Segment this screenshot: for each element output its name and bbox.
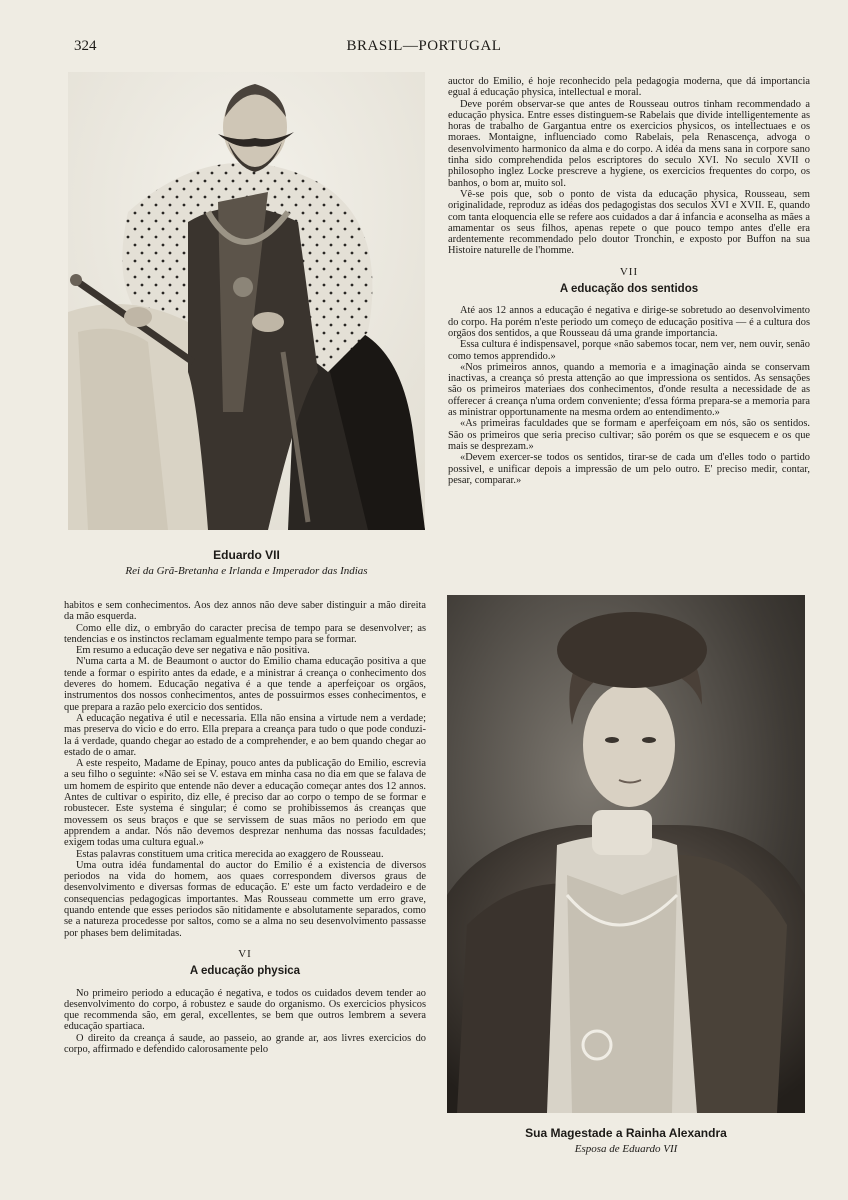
section-number: VI bbox=[238, 947, 252, 960]
paragraph: Uma outra idéa fundamental do auctor do Emilio é a existencia de diversos periodos na vida do homem, aos quaes correspondem diversos graus de desenvolvimento e diversas formas de educação. E' este um facto verdadeiro e de consequencias pedagogicas importantes. Mas Rousseau commette um erro grave, quando entende que esses periodos são nitidamente e absolutamente separados, como se a natureza procedesse por saltos, como se a alma no seu desenvolvimento passasse por phases bem delimitadas. bbox=[64, 859, 426, 939]
king-portrait-image bbox=[68, 72, 425, 530]
queen-portrait-photo bbox=[447, 595, 805, 1113]
paragraph: A este respeito, Madame de Epinay, pouco antes da publicação do Emilio, escrevia a seu filho o seguinte: «Não sei se V. estava em minha casa no dia em que se falava de um homem de espirito que entende não dever a educação começar antes dos 12 annos. Antes de cultivar o espirito, diz elle, é preciso dar ao corpo o tempo de se formar e robustecer. Este systema é singular; é como se prohibissemos ás creanças que movessem os seus braços e que se servissem de suas mãos no periodo em que apprendem a andar. Nós não devemos desprezar nenhuma das nossas faculdades; exigem todas uma cultura egual.» bbox=[64, 758, 426, 849]
paragraph: Vê-se pois que, sob o ponto de vista da educação physica, Rousseau, sem originalidade, reproduz as idéas dos pedagogistas dos seculos XVI e XVII. E, quando com tanta eloquencia elle se refere aos cuidados a dar á infancia e aconselha as mães a amamentar os seus filhos, apenas repete o que pouco tempo antes d'elle era ardentemente recommendado pelo doutor Tronchin, e exposto por Buffon na sua Histoire naturelle de l'homme. bbox=[448, 188, 810, 257]
paragraph: Essa cultura é indispensavel, porque «não sabemos tocar, nem ver, nem ouvir, senão como temos apprendido.» bbox=[448, 339, 810, 362]
paragraph: habitos e sem conhecimentos. Aos dez annos não deve saber distinguir a mão direita da mão esquerda. bbox=[64, 600, 426, 623]
paragraph: A educação negativa é util e necessaria. Ella não ensina a virtude nem a verdade; mas preserva do vicio e do erro. Ella prepara a creança para tudo o que pode conduzi-la á verdade, quando chegar ao estado de a comprehender, e ao bem quando chegar ao estado de o amar. bbox=[64, 712, 426, 758]
paragraph: No primeiro periodo a educação é negativa, e todos os cuidados devem tender ao desenvolvimento do corpo, á robustez e saude do organismo. Os exercicios physicos que recommenda são, em geral, excellentes, se bem que outros lembrem a severa educação spartiaca. bbox=[64, 987, 426, 1033]
page-header-title: BRASIL—PORTUGAL bbox=[346, 38, 502, 54]
section-title: A educação dos sentidos bbox=[559, 283, 699, 296]
section-title: A educação physica bbox=[189, 965, 301, 978]
paragraph: N'uma carta a M. de Beaumont o auctor do Emilio chama educação positiva a que tende a formar o espirito antes da edade, e a ministrar á creança o conhecimento dos deveres do homem. Educação negativa é a que tende a aperfeiçoar os orgãos, instrumentos dos nossos conhecimentos, antes de possuirmos esses conhecimentos, e que prepara a razão pelo exercicio dos sentidos. bbox=[64, 656, 426, 713]
king-caption bbox=[68, 548, 425, 577]
paragraph: Como elle diz, o embryão do caracter precisa de tempo para se desenvolver; as tendencias e os instinctos reclamam egualmente tempo para se formar. bbox=[64, 622, 426, 645]
king-portrait-photo bbox=[68, 72, 425, 530]
paragraph: auctor do Emilio, é hoje reconhecido pela pedagogia moderna, que dá importancia egual á educação physica, intellectual e moral. bbox=[448, 76, 810, 99]
king-caption-subtitle: Rei da Grã-Bretanha e Irlanda e Imperador das Indias bbox=[125, 565, 368, 577]
paragraph: «Nos primeiros annos, quando a memoria e a imaginação ainda se conservam inactivas, a creança só presta attenção ao que impressiona os sentidos. As sensações são os primeiros materiaes dos conhecimentos, d'onde resulta a necessidade de as offerecer á creança n'uma ordem conveniente; d'essa fórma prepara-se a memoria para as ministrar opportunamente na mesma ordem ao entendimento.» bbox=[448, 361, 810, 419]
left-column-text bbox=[64, 600, 426, 1055]
paragraph: Até aos 12 annos a educação é negativa e dirige-se sobretudo ao desenvolvimento do corpo. Ha porém n'este periodo um começo de educação positiva — é a cultura dos orgãos dos sentidos, a que Rousseau dá uma grande importancia. bbox=[448, 305, 810, 339]
page-number: 324 bbox=[74, 38, 97, 54]
paragraph: Estas palavras constituem uma critica merecida ao exaggero de Rousseau. bbox=[76, 848, 384, 860]
paragraph: «As primeiras faculdades que se formam e aperfeiçoam em nós, são os sentidos. São os primeiros que seria preciso cultivar; são porém os que se esquecem e os que mais se desprezam.» bbox=[448, 418, 810, 452]
queen-caption-subtitle: Esposa de Eduardo VII bbox=[574, 1143, 678, 1155]
paragraph: Em resumo a educação deve ser negativa e não positiva. bbox=[76, 645, 310, 657]
paragraph: Deve porém observar-se que antes de Rousseau outros tinham recommendado a educação physica. Entre esses distinguem-se Rabelais que divide intelligentemente as horas de trabalho de Gargantua entre os exercicios physicos, os intellectuaes e os moraes. Montaigne, influenciado como Rabelais, pela Renascença, advoga o desenvolvimento harmonico da alma e do corpo. A idéa da mens sana in corpore sano tinha sido comprehendida pelos escriptores do seculo XVI. No seculo XVII o philosopho inglez Locke prescreve a hygiene, os exercicios frequentes do corpo, os banhos, o bom ar, muito sol. bbox=[448, 98, 810, 189]
section-number: VII bbox=[619, 265, 639, 278]
king-caption-name: Eduardo VII bbox=[213, 548, 280, 562]
paragraph: O direito da creança á saude, ao passeio, ao grande ar, aos livres exercicios do corpo, affirmado e defendido calorosamente pelo bbox=[64, 1032, 426, 1055]
queen-caption-name: Sua Magestade a Rainha Alexandra bbox=[525, 1126, 727, 1140]
right-column-text bbox=[448, 76, 810, 486]
queen-caption bbox=[447, 1126, 805, 1155]
paragraph: «Devem exercer-se todos os sentidos, tirar-se de cada um d'elles todo o partido possivel, e unificar depois a impressão de um pelo outro. E' preciso medir, contar, pesar, comparar.» bbox=[448, 452, 810, 486]
queen-portrait-image bbox=[447, 595, 805, 1113]
